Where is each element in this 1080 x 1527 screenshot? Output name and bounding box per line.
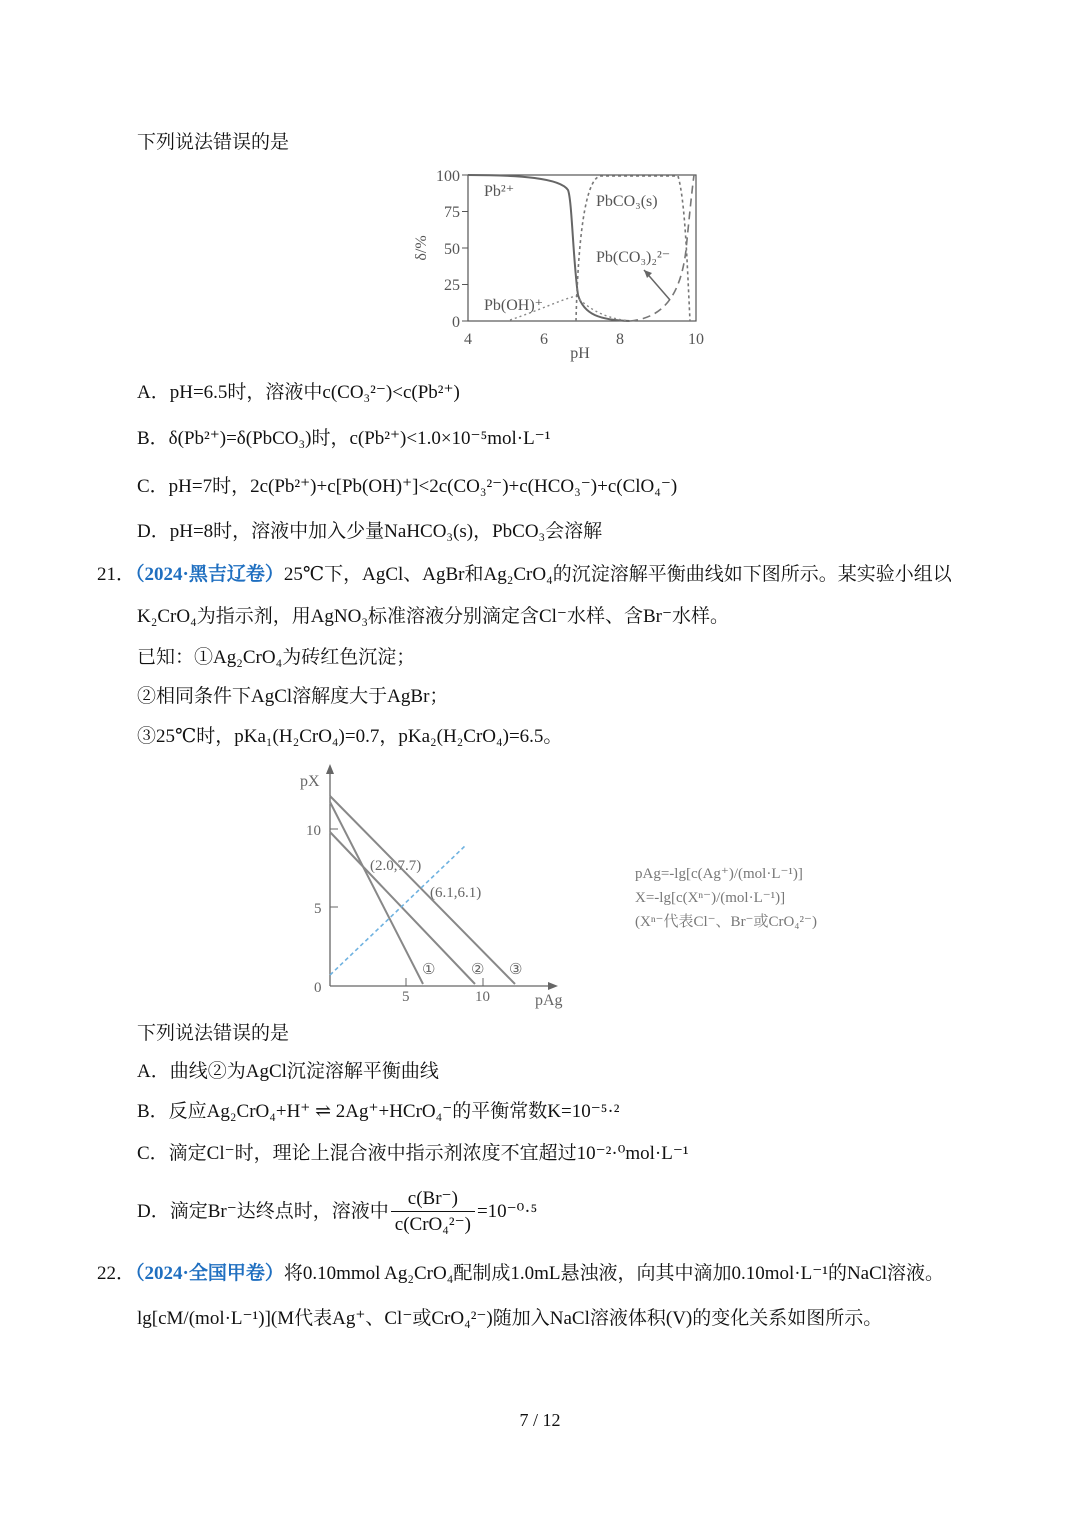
label-pbco3-2: Pb(CO₃)₂²⁻ — [596, 249, 671, 266]
q21-option-b: B．反应Ag₂CrO₄+H⁺ ⇌ 2Ag⁺+HCrO₄⁻的平衡常数K=10⁻⁵·² — [137, 1101, 620, 1122]
known-3: ③25℃时，pKa₁(H₂CrO₄)=0.7，pKa₂(H₂CrO₄)=6.5。 — [137, 726, 563, 747]
option-d: D．pH=8时，溶液中加入少量NaHCO₃(s)，PbCO₃会溶解 — [137, 521, 603, 542]
option-c: C．pH=7时，2c(Pb²⁺)+c[Pb(OH)⁺]<2c(CO₃²⁻)+c(HCO₃⁻)+c(ClO₄⁻) — [137, 476, 678, 497]
option-d-suffix: =10⁻⁰·⁵ — [476, 1201, 538, 1222]
y-tick: 0 — [452, 314, 460, 331]
question-source: （2024·黑吉辽卷） — [135, 564, 284, 585]
fraction-numerator: c(Br⁻) — [391, 1187, 475, 1212]
point-label-2: (6.1,6.1) — [430, 885, 482, 901]
question-22-line2: lg[cM/(mol·L⁻¹)](M代表Ag⁺、Cl⁻或CrO₄²⁻)随加入NaCl溶液体积(V)的变化关系如图所示。 — [137, 1308, 883, 1329]
y-tick: 0 — [314, 980, 322, 996]
question-number: 22． — [97, 1263, 136, 1284]
x-tick: 6 — [540, 331, 548, 348]
question-source: （2024·全国甲卷） — [135, 1263, 284, 1284]
q21-option-d — [137, 1182, 537, 1242]
fraction — [391, 1187, 475, 1238]
curve-3 — [330, 796, 515, 984]
y-tick: 10 — [306, 823, 321, 839]
distribution-chart — [400, 160, 730, 370]
label-pboh: Pb(OH)⁺ — [484, 297, 544, 314]
distribution-chart-svg — [400, 160, 730, 365]
curve-1 — [330, 802, 423, 984]
curve-label-1: ① — [422, 962, 436, 978]
question-text: 25℃下，AgCl、AgBr和Ag₂CrO₄的沉淀溶解平衡曲线如下图所示。某实验小组以 — [283, 564, 952, 585]
question-21-prompt: 下列说法错误的是 — [137, 1023, 290, 1044]
point-label-1: (2.0,7.7) — [370, 858, 422, 874]
x-tick: 10 — [688, 331, 704, 348]
y-tick: 5 — [314, 901, 322, 917]
q21-option-c: C．滴定Cl⁻时，理论上混合液中指示剂浓度不宜超过10⁻²·⁰mol·L⁻¹ — [137, 1143, 689, 1164]
y-tick: 50 — [444, 241, 460, 258]
label-pb2: Pb²⁺ — [484, 183, 515, 200]
legend-line-3: (Xⁿ⁻代表Cl⁻、Br⁻或CrO₄²⁻) — [635, 914, 817, 930]
y-tick: 100 — [436, 168, 460, 185]
question-prompt: 下列说法错误的是 — [137, 132, 290, 153]
curve-2 — [330, 832, 475, 984]
question-22-line1 — [97, 1261, 944, 1287]
option-d-prefix: D．滴定Br⁻达终点时，溶液中 — [137, 1201, 389, 1222]
solubility-chart — [290, 760, 830, 1015]
curve-label-3: ③ — [509, 962, 523, 978]
x-axis-label: pH — [570, 345, 590, 362]
x-tick: 10 — [475, 989, 490, 1005]
solubility-chart-svg — [290, 760, 830, 1010]
y-axis-label: pX — [300, 773, 320, 790]
x-tick: 5 — [402, 989, 410, 1005]
known-2: ②相同条件下AgCl溶解度大于AgBr； — [137, 686, 449, 707]
question-text: 将0.10mmol Ag₂CrO₄配制成1.0mL悬浊液，向其中滴加0.10mol·L⁻¹的NaCl溶液。 — [283, 1263, 945, 1284]
page-number: 7 / 12 — [519, 1410, 561, 1430]
known-1: 已知：①Ag₂CrO₄为砖红色沉淀； — [137, 647, 416, 668]
option-a: A．pH=6.5时，溶液中c(CO₃²⁻)<c(Pb²⁺) — [137, 382, 460, 403]
option-b: B．δ(Pb²⁺)=δ(PbCO₃)时，c(Pb²⁺)<1.0×10⁻⁵mol·L⁻¹ — [137, 428, 551, 449]
x-axis-label: pAg — [535, 992, 563, 1009]
y-tick: 75 — [444, 204, 460, 221]
x-tick: 4 — [464, 331, 472, 348]
legend-line-1: pAg=-lg[c(Ag⁺)/(mol·L⁻¹)] — [635, 866, 803, 882]
legend-line-2: X=-lg[c(Xⁿ⁻)/(mol·L⁻¹)] — [635, 890, 786, 906]
q21-option-a: A．曲线②为AgCl沉淀溶解平衡曲线 — [137, 1061, 439, 1082]
fraction-denominator: c(CrO₄²⁻) — [394, 1214, 471, 1236]
question-21-line2: K₂CrO₄为指示剂，用AgNO₃标准溶液分别滴定含Cl⁻水样、含Br⁻水样。 — [137, 606, 729, 627]
curve-label-2: ② — [471, 962, 485, 978]
question-21-line1 — [97, 562, 952, 588]
y-tick: 25 — [444, 277, 460, 294]
question-number: 21． — [97, 564, 136, 585]
x-tick: 8 — [616, 331, 624, 348]
y-axis-label: δ/% — [413, 235, 430, 261]
label-pbco3s: PbCO₃(s) — [596, 193, 658, 210]
